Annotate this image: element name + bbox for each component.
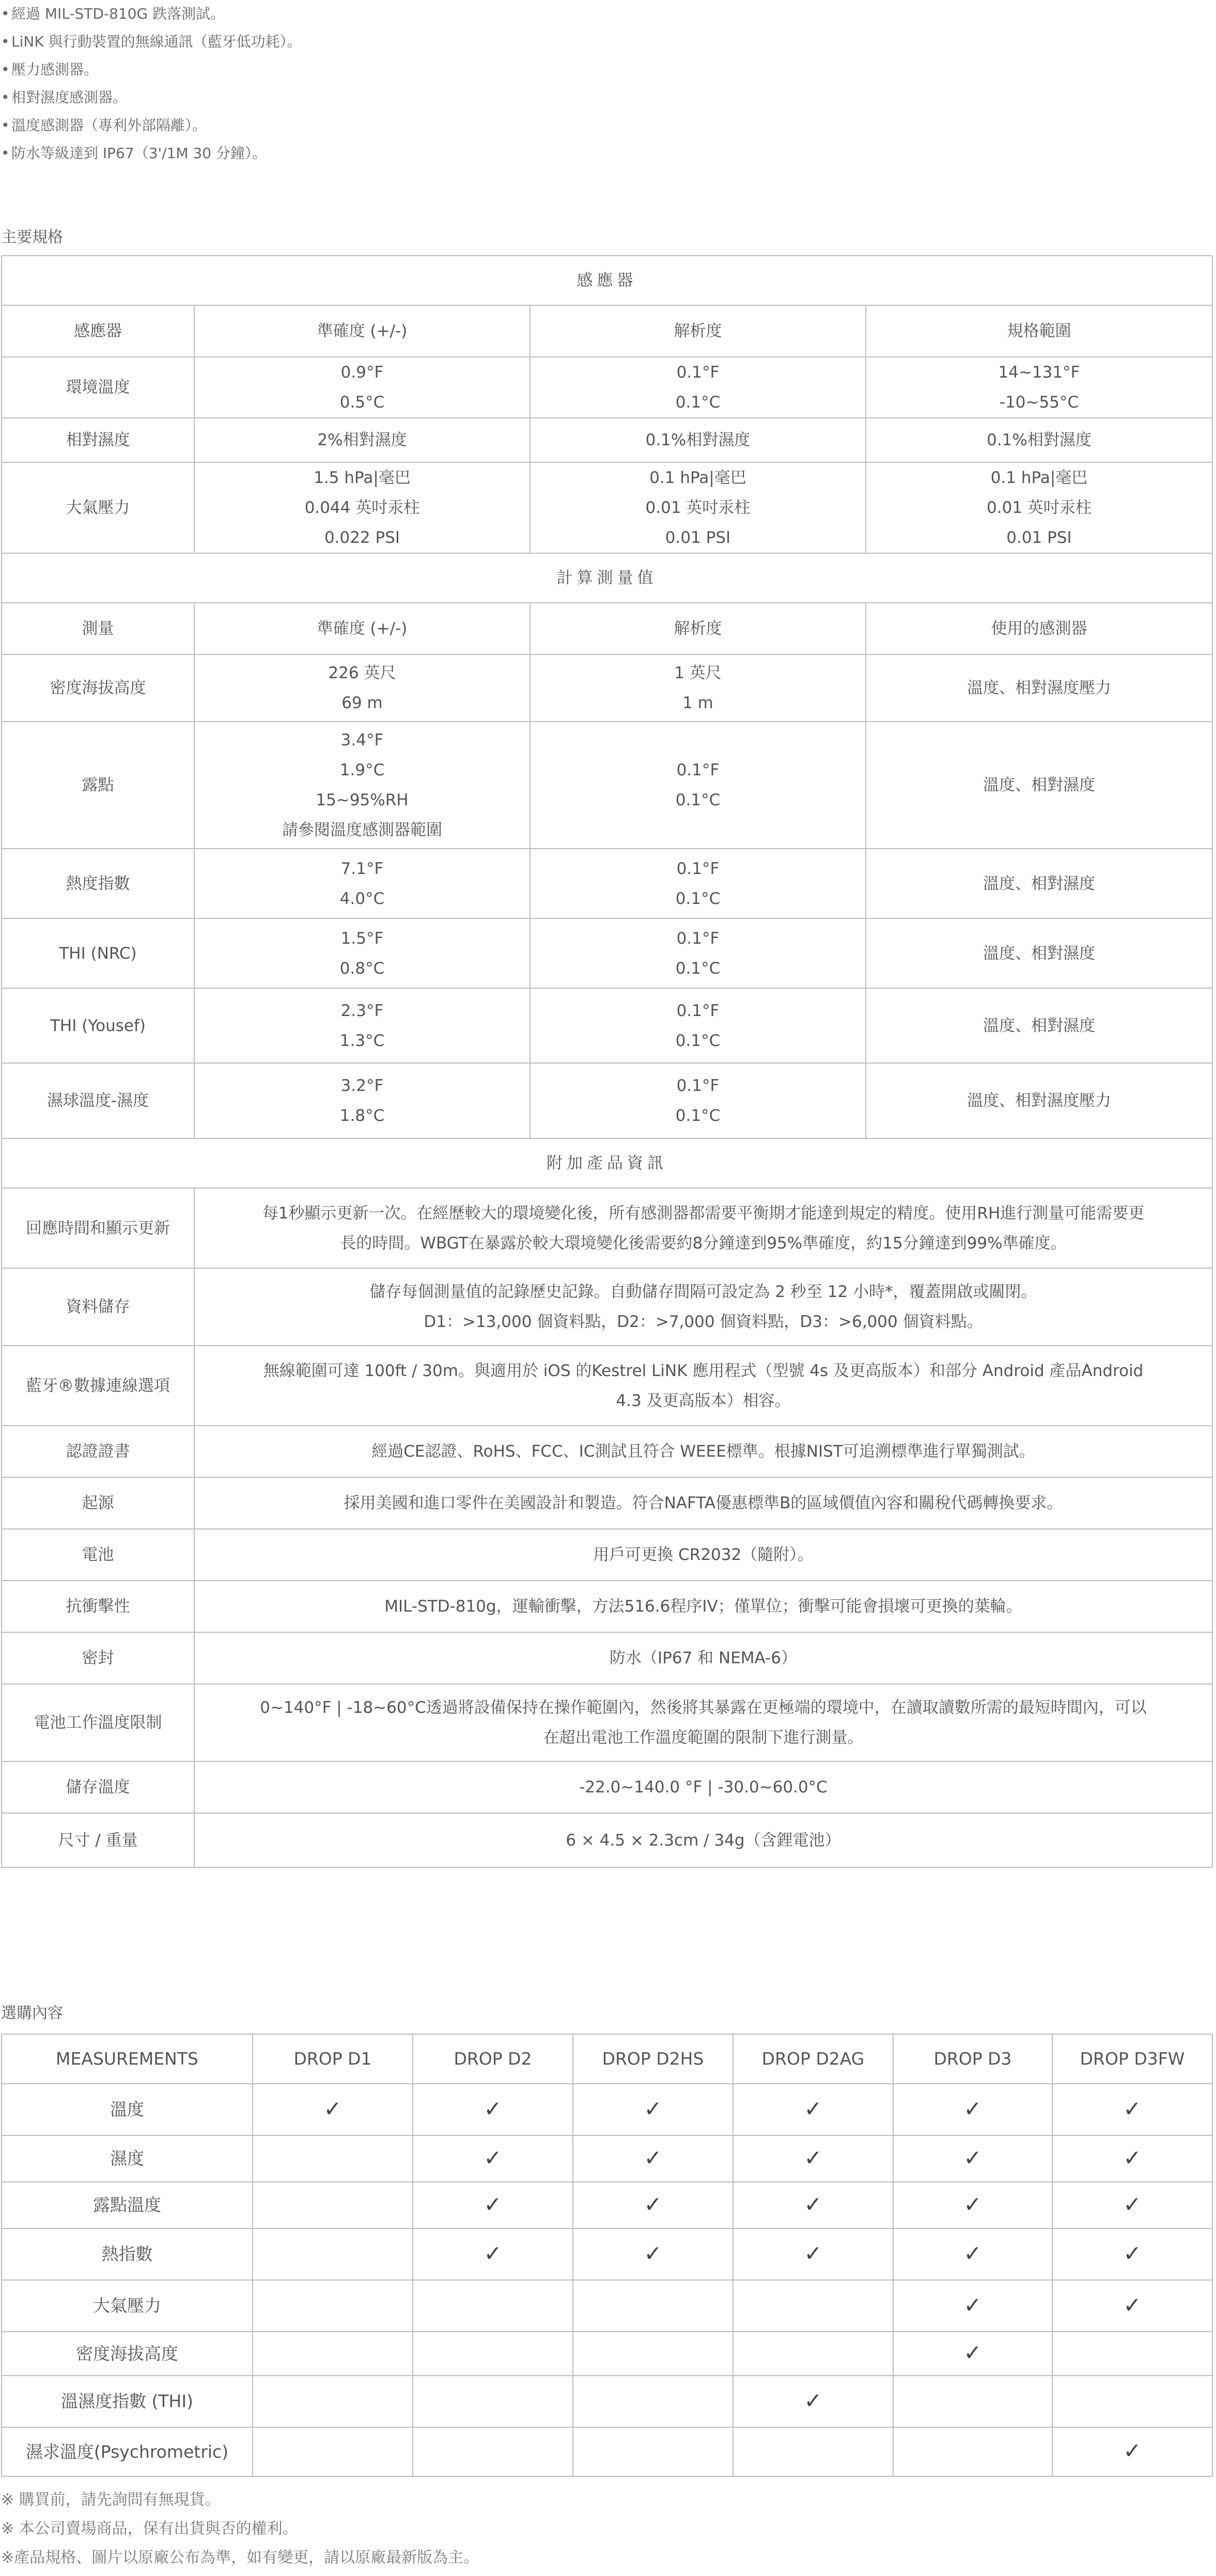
accuracy-cell (194, 918, 530, 988)
accuracy-cell (194, 988, 530, 1063)
cell-line: 0.1%相對濕度 (987, 431, 1092, 449)
table-row (2, 918, 1212, 988)
calc-banner: 計算測量值 (2, 553, 1212, 603)
model-cell (573, 2332, 733, 2376)
checkmark-icon: ✓ (323, 2096, 342, 2121)
list-item: • 防水等級達到 IP67（3'/1M 30 分鐘）。 (1, 145, 267, 162)
row-label: 密度海拔高度 (2, 654, 194, 722)
cell-line: 0.022 PSI (324, 528, 400, 547)
list-item: • 壓力感測器。 (1, 61, 99, 78)
info-text-cell (194, 1684, 1212, 1761)
checkmark-icon: ✓ (1123, 2096, 1142, 2121)
info-text-cell (194, 1268, 1212, 1346)
column-header: DROP D2 (413, 2034, 573, 2084)
options-section-title: 選購內容 (1, 2004, 63, 2022)
column-header: MEASUREMENTS (2, 2034, 253, 2084)
column-header: 測量 (2, 603, 194, 654)
model-cell (1052, 2084, 1212, 2135)
cell-line: 2.3°F (340, 1001, 384, 1020)
column-header: 準確度 (+/-) (194, 305, 530, 357)
resolution-cell (530, 918, 866, 988)
cell-line: 4.3 及更高版本）相容。 (616, 1391, 791, 1410)
feature-list (1, 0, 1210, 167)
table-row (2, 1188, 1212, 1268)
note-line: ※產品規格、圖片以原廠公布為準，如有變更，請以原廠最新版為主。 (1, 2549, 479, 2567)
table-row (2, 1268, 1212, 1346)
row-label: 電池 (2, 1529, 194, 1581)
model-cell (573, 2135, 733, 2182)
resolution-cell (530, 462, 866, 553)
cell-line: 1.5°F (340, 929, 384, 948)
list-item: • 經過 MIL-STD-810G 跌落測試。 (1, 5, 225, 22)
row-label: 儲存溫度 (2, 1761, 194, 1813)
column-header: 感應器 (2, 305, 194, 357)
cell-line: 69 m (341, 694, 383, 712)
row-label: 露點 (2, 722, 194, 849)
row-label: 資料儲存 (2, 1268, 194, 1346)
table-row (2, 1063, 1212, 1138)
table-row (2, 722, 1212, 849)
cell-line: 0.1°F (676, 1076, 720, 1095)
table-row (2, 2427, 1212, 2476)
cell-line: 0.1°F (676, 363, 720, 382)
column-header: 解析度 (530, 603, 866, 654)
cell-line: 3.4°F (340, 731, 384, 750)
info-text-cell (194, 1581, 1212, 1632)
cell-line: 0.1 hPa|毫巴 (990, 469, 1088, 487)
model-cell (893, 2228, 1052, 2280)
checkmark-icon: ✓ (804, 2191, 822, 2217)
table-row (2, 988, 1212, 1063)
table-row (2, 1346, 1212, 1426)
column-header: 準確度 (+/-) (194, 603, 530, 654)
spec-table (1, 255, 1213, 1868)
table-row (2, 2135, 1212, 2182)
model-cell (253, 2228, 413, 2280)
options-table (1, 2034, 1213, 2477)
checkmark-icon: ✓ (1123, 2438, 1142, 2463)
info-text-cell (194, 1813, 1212, 1867)
info-text-cell (194, 1529, 1212, 1581)
model-cell (1052, 2332, 1212, 2376)
row-label: 尺寸 / 重量 (2, 1813, 194, 1867)
table-row (2, 418, 1212, 462)
cell-line: 4.0°C (339, 889, 385, 908)
cell-line: 0.01 PSI (1006, 528, 1072, 547)
model-cell (1052, 2376, 1212, 2427)
cell-line: 0.1°C (675, 959, 721, 978)
cell-line: 在超出電池工作溫度範圍的限制下進行測量。 (543, 1728, 864, 1747)
cell-line: 1.9°C (339, 761, 385, 779)
cell-line: 0.01 PSI (665, 528, 731, 547)
model-cell (733, 2228, 893, 2280)
model-cell (893, 2280, 1052, 2332)
accuracy-cell (194, 418, 530, 462)
sensors-cell: 溫度、相對濕度 (866, 722, 1212, 849)
checkmark-icon: ✓ (963, 2145, 982, 2171)
model-cell (573, 2182, 733, 2228)
checkmark-icon: ✓ (963, 2191, 982, 2217)
table-row (2, 1581, 1212, 1632)
table-row (2, 357, 1212, 418)
accuracy-cell (194, 849, 530, 918)
cell-line: 防水（IP67 和 NEMA-6） (610, 1649, 797, 1667)
checkmark-icon: ✓ (804, 2096, 822, 2121)
model-cell (413, 2332, 573, 2376)
row-label: 認證證書 (2, 1426, 194, 1477)
model-cell (253, 2280, 413, 2332)
model-cell (893, 2427, 1052, 2476)
model-cell (253, 2427, 413, 2476)
model-cell (893, 2376, 1052, 2427)
resolution-cell (530, 988, 866, 1063)
table-header-row (2, 603, 1212, 654)
checkmark-icon: ✓ (1123, 2240, 1142, 2266)
range-cell (866, 418, 1212, 462)
row-label: 回應時間和顯示更新 (2, 1188, 194, 1268)
row-label: 濕球溫度-濕度 (2, 1063, 194, 1138)
sensors-cell: 溫度、相對濕度壓力 (866, 654, 1212, 722)
cell-line: 0.01 英吋汞柱 (645, 498, 751, 517)
cell-line: 採用美國和進口零件在美國設計和製造。符合NAFTA優惠標準B的區域價值內容和關稅代碼轉換要求。 (344, 1494, 1063, 1512)
cell-line: -10~55°C (999, 393, 1079, 412)
row-label: 電池工作溫度限制 (2, 1684, 194, 1761)
resolution-cell (530, 1063, 866, 1138)
model-cell (573, 2084, 733, 2135)
table-row (2, 2376, 1212, 2427)
info-text-cell (194, 1188, 1212, 1268)
table-row (2, 1477, 1212, 1529)
row-label: THI (NRC) (2, 918, 194, 988)
cell-line: D1：>13,000 個資料點，D2：>7,000 個資料點，D3：>6,000 個資料點。 (424, 1313, 983, 1331)
model-cell (573, 2228, 733, 2280)
accuracy-cell (194, 462, 530, 553)
model-cell (253, 2376, 413, 2427)
column-header: 規格範圍 (866, 305, 1212, 357)
row-label: 大氣壓力 (2, 2280, 253, 2332)
column-header: DROP D3 (893, 2034, 1052, 2084)
checkmark-icon: ✓ (644, 2240, 662, 2266)
model-cell (733, 2332, 893, 2376)
model-cell (413, 2084, 573, 2135)
info-text-cell (194, 1426, 1212, 1477)
model-cell (733, 2280, 893, 2332)
model-cell (413, 2182, 573, 2228)
cell-line: 經過CE認證、RoHS、FCC、IC測試且符合 WEEE標準。根據NIST可追溯標準進行單獨測試。 (371, 1442, 1035, 1461)
table-banner-row (2, 553, 1212, 603)
table-banner-row (2, 256, 1212, 305)
info-text-cell (194, 1346, 1212, 1426)
model-cell (253, 2182, 413, 2228)
table-row (2, 1813, 1212, 1867)
table-row (2, 1529, 1212, 1581)
note-line: ※ 本公司賣場商品，保有出貨與否的權利。 (1, 2520, 298, 2538)
table-row (2, 654, 1212, 722)
cell-line: 長的時間。WBGT在暴露於較大環境變化後需要約8分鐘達到95%準確度，約15分鐘達到99%準確度。 (340, 1234, 1067, 1253)
model-cell (893, 2084, 1052, 2135)
cell-line: 0.1%相對濕度 (645, 431, 751, 449)
cell-line: 0.5°C (339, 393, 385, 412)
column-header: DROP D3FW (1052, 2034, 1212, 2084)
table-row (2, 2182, 1212, 2228)
cell-line: 0.044 英吋汞柱 (304, 498, 420, 517)
table-row (2, 2280, 1212, 2332)
cell-line: 1 英尺 (674, 664, 722, 682)
model-cell (413, 2135, 573, 2182)
row-label: 濕度 (2, 2135, 253, 2182)
table-header-row (2, 2034, 1212, 2084)
resolution-cell (530, 722, 866, 849)
accuracy-cell (194, 654, 530, 722)
sensors-cell: 溫度、相對濕度 (866, 988, 1212, 1063)
model-cell (1052, 2182, 1212, 2228)
row-label: 溫度 (2, 2084, 253, 2135)
row-label: 露點溫度 (2, 2182, 253, 2228)
row-label: 密度海拔高度 (2, 2332, 253, 2376)
cell-line: 3.2°F (340, 1076, 384, 1095)
cell-line: 1.8°C (339, 1106, 385, 1125)
cell-line: 6 × 4.5 × 2.3cm / 34g（含鋰電池） (566, 1831, 841, 1850)
model-cell (413, 2376, 573, 2427)
list-item: • 相對濕度感測器。 (1, 89, 128, 106)
cell-line: 2%相對濕度 (317, 431, 407, 449)
model-cell (893, 2135, 1052, 2182)
row-label: 密封 (2, 1632, 194, 1684)
row-label: 抗衝擊性 (2, 1581, 194, 1632)
cell-line: 0.1°F (676, 761, 720, 779)
checkmark-icon: ✓ (484, 2191, 502, 2217)
cell-line: 1.3°C (339, 1031, 385, 1050)
cell-line: 226 英尺 (328, 664, 396, 682)
cell-line: 0.8°C (339, 959, 385, 978)
checkmark-icon: ✓ (963, 2240, 982, 2266)
checkmark-icon: ✓ (804, 2387, 822, 2413)
model-cell (733, 2135, 893, 2182)
resolution-cell (530, 418, 866, 462)
table-row (2, 2332, 1212, 2376)
info-banner: 附加產品資訊 (2, 1138, 1212, 1188)
column-header: 使用的感測器 (866, 603, 1212, 654)
model-cell (413, 2280, 573, 2332)
checkmark-icon: ✓ (804, 2145, 822, 2171)
cell-line: 0.1°F (676, 859, 720, 878)
row-label: 溫濕度指數 (THI) (2, 2376, 253, 2427)
model-cell (253, 2332, 413, 2376)
cell-line: 15~95%RH (316, 791, 409, 809)
checkmark-icon: ✓ (484, 2145, 502, 2171)
checkmark-icon: ✓ (1123, 2145, 1142, 2171)
cell-line: 0.1°C (675, 791, 721, 809)
model-cell (733, 2084, 893, 2135)
accuracy-cell (194, 357, 530, 418)
checkmark-icon: ✓ (484, 2240, 502, 2266)
checkmark-icon: ✓ (484, 2096, 502, 2121)
cell-line: 0.1°C (675, 1106, 721, 1125)
sensor-banner: 感應器 (2, 256, 1212, 305)
table-row (2, 1632, 1212, 1684)
model-cell (413, 2427, 573, 2476)
cell-line: 0.1°C (675, 393, 721, 412)
cell-line: 0.01 英吋汞柱 (987, 498, 1092, 517)
cell-line: MIL-STD-810g，運輸衝擊，方法516.6程序IV；僅單位；衝擊可能會損壞可更換的葉輪。 (384, 1597, 1022, 1616)
cell-line: -22.0~140.0 °F | -30.0~60.0°C (579, 1778, 828, 1797)
table-header-row (2, 305, 1212, 357)
resolution-cell (530, 654, 866, 722)
cell-line: 14~131°F (998, 363, 1080, 382)
model-cell (573, 2280, 733, 2332)
cell-line: 無線範圍可達 100ft / 30m。與適用於 iOS 的Kestrel LiNK 應用程式（型號 4s 及更高版本）和部分 Android 產品Android (263, 1361, 1144, 1380)
model-cell (893, 2332, 1052, 2376)
row-label: 濕求溫度(Psychrometric) (2, 2427, 253, 2476)
table-row (2, 1426, 1212, 1477)
list-item: • 溫度感測器（專利外部隔離）。 (1, 117, 207, 134)
row-label: 環境溫度 (2, 357, 194, 418)
row-label: 熱度指數 (2, 849, 194, 918)
model-cell (733, 2376, 893, 2427)
list-item: • LiNK 與行動裝置的無線通訊（藍牙低功耗）。 (1, 33, 302, 50)
resolution-cell (530, 357, 866, 418)
resolution-cell (530, 849, 866, 918)
model-cell (1052, 2135, 1212, 2182)
row-label: 藍牙®數據連線選項 (2, 1346, 194, 1426)
table-row (2, 2228, 1212, 2280)
cell-line: 0.1°C (675, 889, 721, 908)
model-cell (733, 2182, 893, 2228)
sensors-cell: 溫度、相對濕度壓力 (866, 1063, 1212, 1138)
cell-line: 0.1 hPa|毫巴 (649, 469, 746, 487)
row-label: 起源 (2, 1477, 194, 1529)
cell-line: 0.9°F (340, 363, 384, 382)
model-cell (1052, 2228, 1212, 2280)
cell-line: 0.1°C (675, 1031, 721, 1050)
model-cell (253, 2135, 413, 2182)
range-cell (866, 462, 1212, 553)
cell-line: 1 m (682, 694, 713, 712)
model-cell (1052, 2280, 1212, 2332)
column-header: 解析度 (530, 305, 866, 357)
sensors-cell: 溫度、相對濕度 (866, 849, 1212, 918)
info-text-cell (194, 1632, 1212, 1684)
checkmark-icon: ✓ (644, 2191, 662, 2217)
notes (1, 2486, 1210, 2572)
model-cell (573, 2376, 733, 2427)
checkmark-icon: ✓ (644, 2145, 662, 2171)
checkmark-icon: ✓ (963, 2292, 982, 2318)
checkmark-icon: ✓ (644, 2096, 662, 2121)
table-row (2, 1684, 1212, 1761)
checkmark-icon: ✓ (804, 2240, 822, 2266)
row-label: 相對濕度 (2, 418, 194, 462)
table-row (2, 1761, 1212, 1813)
cell-line: 用戶可更換 CR2032（隨附）。 (593, 1545, 814, 1564)
model-cell (253, 2084, 413, 2135)
cell-line: 請參閱溫度感測器範圍 (282, 821, 442, 839)
cell-line: 0.1°F (676, 1001, 720, 1020)
checkmark-icon: ✓ (963, 2096, 982, 2121)
note-line: ※ 購買前，請先詢問有無現貨。 (1, 2491, 221, 2509)
spec-section-title: 主要規格 (1, 228, 63, 246)
accuracy-cell (194, 722, 530, 849)
column-header: DROP D1 (253, 2034, 413, 2084)
cell-line: 0.1°F (676, 929, 720, 948)
table-row (2, 849, 1212, 918)
table-row (2, 462, 1212, 553)
model-cell (573, 2427, 733, 2476)
column-header: DROP D2AG (733, 2034, 893, 2084)
table-row (2, 2084, 1212, 2135)
checkmark-icon: ✓ (1123, 2191, 1142, 2217)
cell-line: 7.1°F (340, 859, 384, 878)
info-text-cell (194, 1477, 1212, 1529)
sensors-cell: 溫度、相對濕度 (866, 918, 1212, 988)
cell-line: 0~140°F | -18~60°C透過將設備保持在操作範圍內，然後將其暴露在更極端的環境中，在讀取讀數所需的最短時間內，可以 (260, 1698, 1147, 1717)
cell-line: 儲存每個測量值的記錄歷史記錄。自動儲存間隔可設定為 2 秒至 12 小時*，覆蓋開啟或關閉。 (369, 1283, 1037, 1301)
model-cell (733, 2427, 893, 2476)
checkmark-icon: ✓ (1123, 2292, 1142, 2318)
accuracy-cell (194, 1063, 530, 1138)
row-label: 大氣壓力 (2, 462, 194, 553)
model-cell (413, 2228, 573, 2280)
row-label: 熱指數 (2, 2228, 253, 2280)
model-cell (1052, 2427, 1212, 2476)
info-text-cell (194, 1761, 1212, 1813)
checkmark-icon: ✓ (963, 2340, 982, 2365)
model-cell (893, 2182, 1052, 2228)
row-label: THI (Yousef) (2, 988, 194, 1063)
cell-line: 1.5 hPa|毫巴 (314, 469, 411, 487)
range-cell (866, 357, 1212, 418)
cell-line: 每1秒顯示更新一次。在經歷較大的環境變化後，所有感測器都需要平衡期才能達到規定的精度。使用RH進行測量可能需要更 (262, 1204, 1145, 1223)
column-header: DROP D2HS (573, 2034, 733, 2084)
table-banner-row (2, 1138, 1212, 1188)
